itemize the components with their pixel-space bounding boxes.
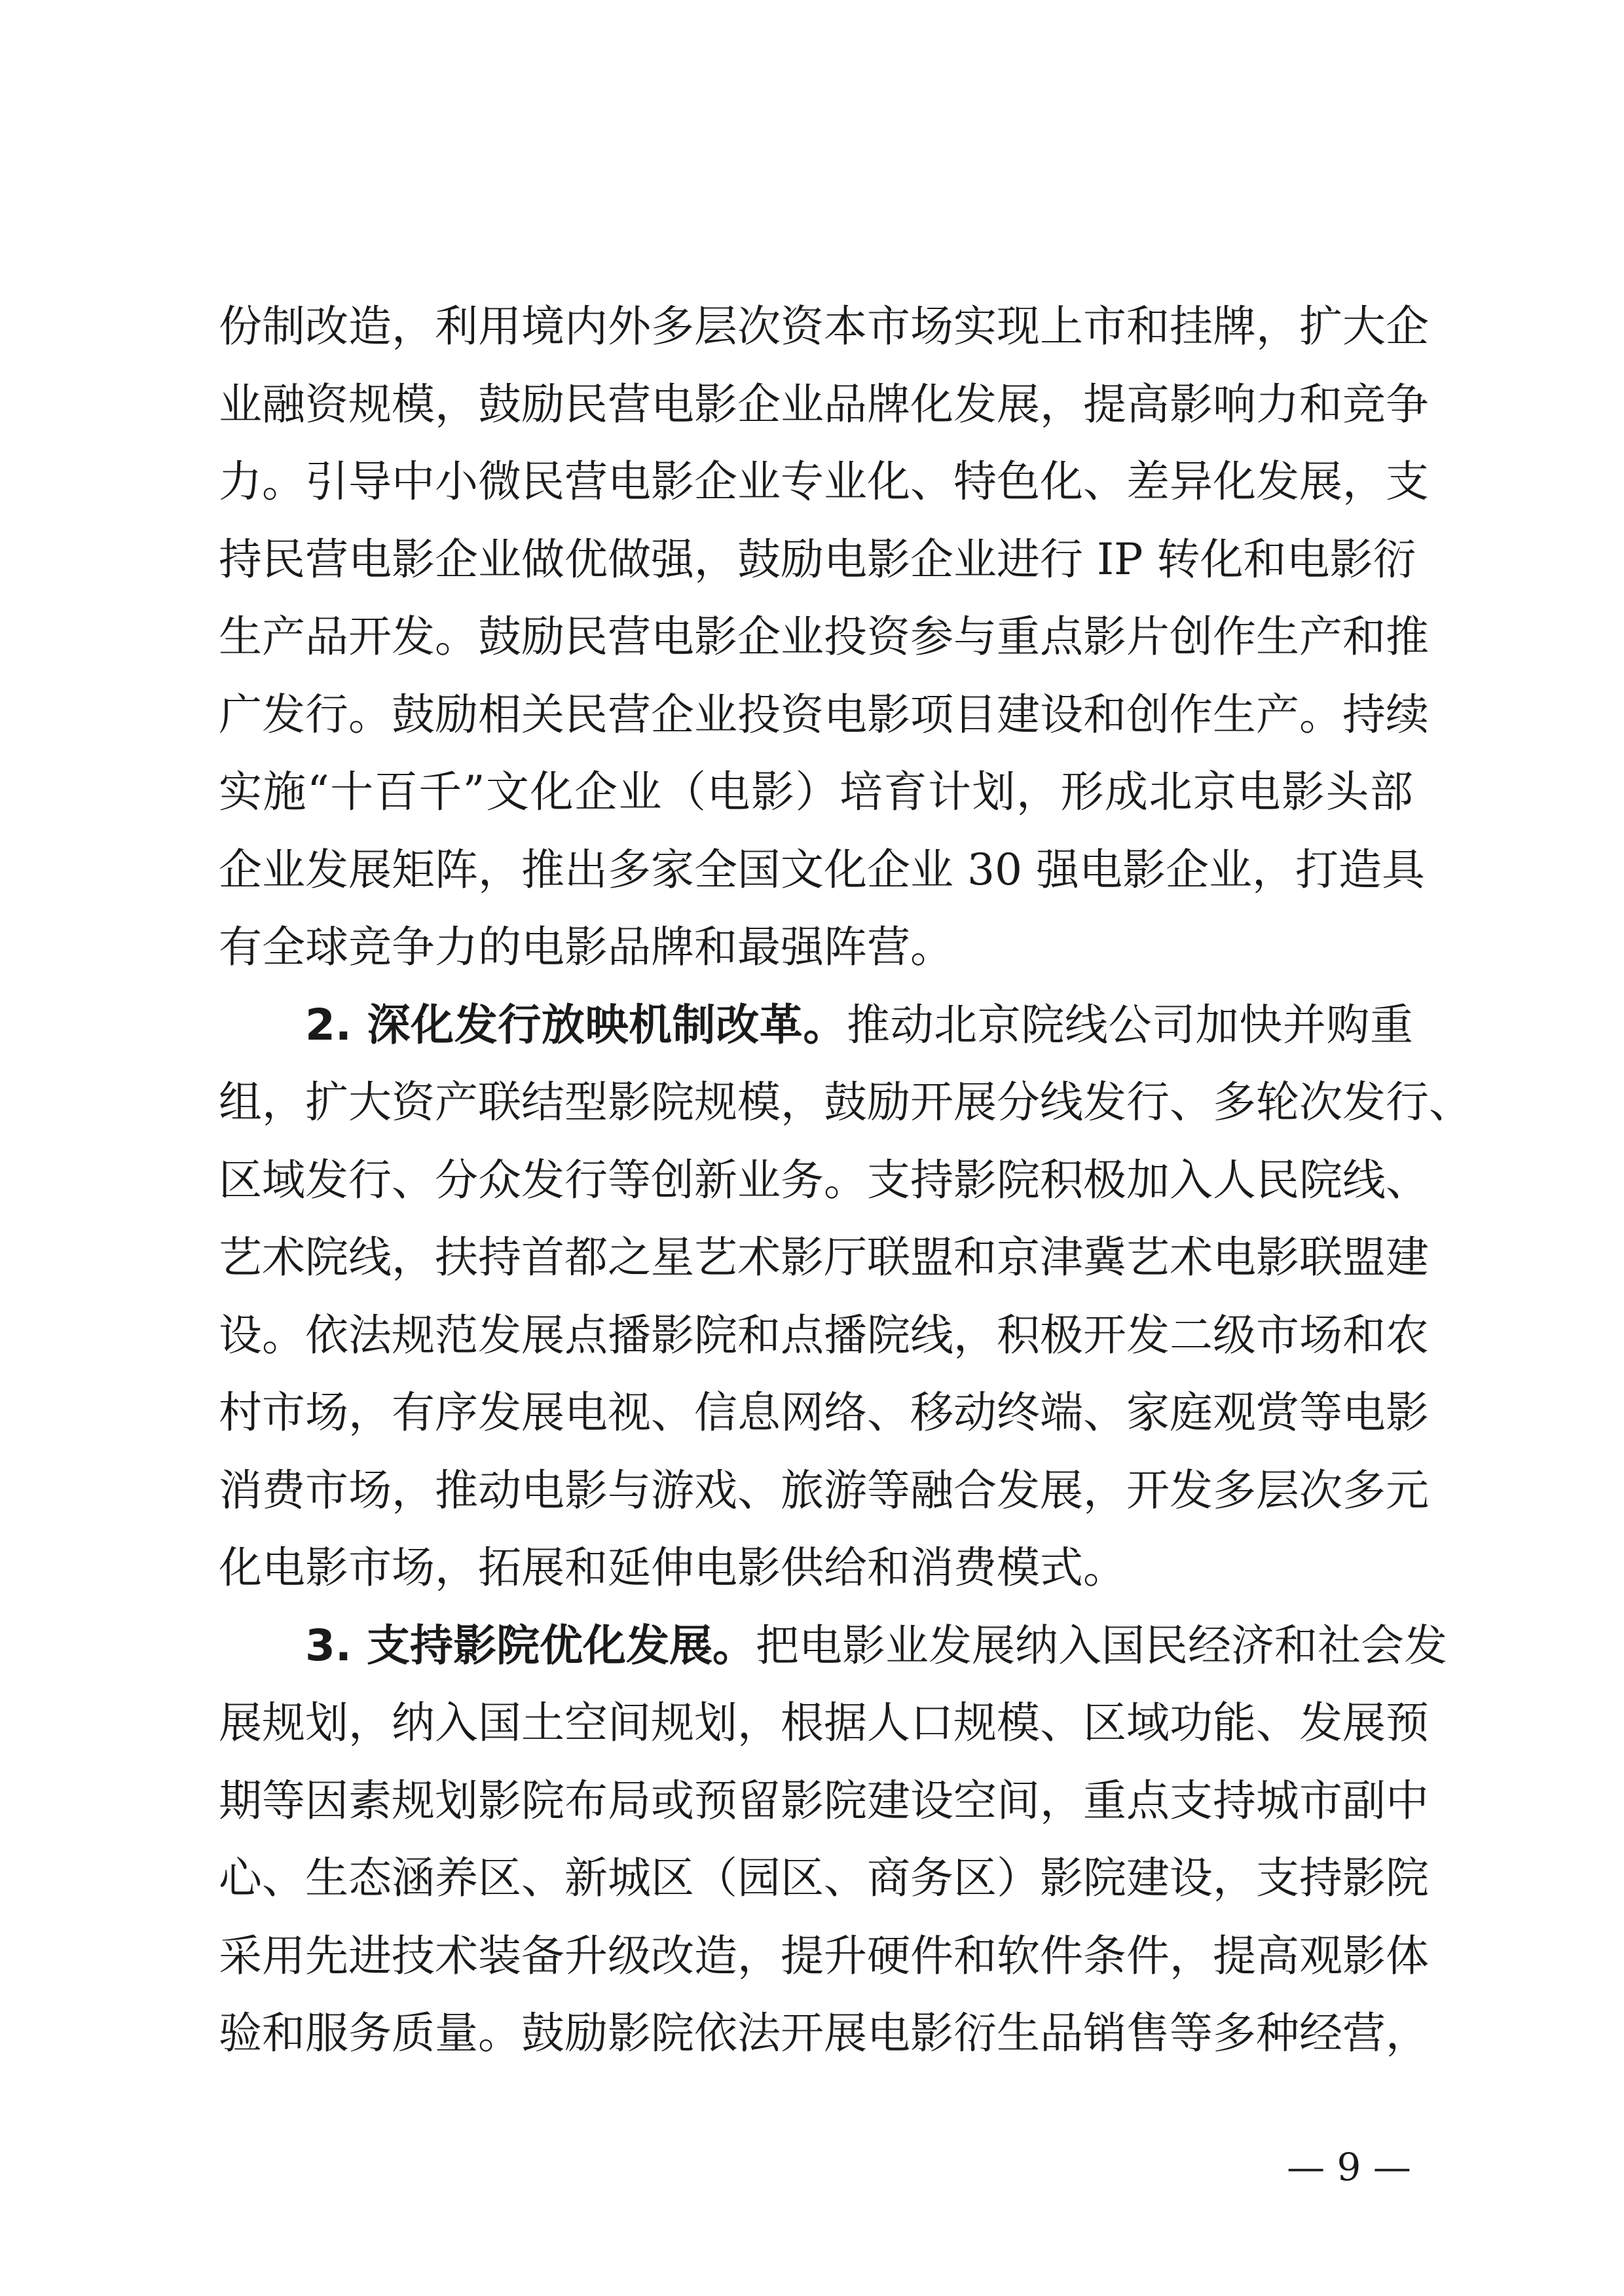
text-run: 推动北京院线公司加快并购重 [846, 999, 1413, 1050]
body-text [219, 288, 1472, 2073]
paragraph-3 [219, 1607, 1447, 2073]
text-line: 艺术院线，扶持首都之星艺术影厅联盟和京津冀艺术电影联盟建 [219, 1232, 1429, 1283]
text-line: 采用先进技术装备升级改造，提升硬件和软件条件，提高观影体 [219, 1930, 1429, 1981]
text-line: 设。依法规范发展点播影院和点播院线，积极开发二级市场和农 [219, 1309, 1429, 1360]
text-line: 业融资规模，鼓励民营电影企业品牌化发展，提高影响力和竞争 [219, 378, 1429, 429]
text-line: 化电影市场，拓展和延伸电影供给和消费模式。 [219, 1542, 1126, 1593]
text-line: 村市场，有序发展电视、信息网络、移动终端、家庭观赏等电影 [219, 1387, 1429, 1438]
text-line: 企业发展矩阵，推出多家全国文化企业 30 强电影企业，打造具 [219, 844, 1425, 895]
text-line: 区域发行、分众发行等创新业务。支持影院积极加入人民院线、 [219, 1154, 1429, 1205]
text-line: 展规划，纳入国土空间规划，根据人口规模、区域功能、发展预 [219, 1698, 1429, 1748]
text-line: 验和服务质量。鼓励影院依法开展电影衍生品销售等多种经营， [219, 2008, 1429, 2058]
paragraph-first-line [219, 987, 1413, 1065]
text-line: 有全球竞争力的电影品牌和最强阵营。 [219, 922, 953, 972]
paragraph-1 [219, 288, 1429, 987]
text-line: 实施“十百千”文化企业（电影）培育计划，形成北京电影头部 [219, 767, 1413, 817]
text-line: 持民营电影企业做优做强，鼓励电影企业进行 IP 转化和电影衍 [219, 534, 1416, 585]
text-line: 期等因素规划影院布局或预留影院建设空间，重点支持城市副中 [219, 1775, 1429, 1826]
text-line: 力。引导中小微民营电影企业专业化、特色化、差异化发展，支 [219, 456, 1429, 507]
text-line: 消费市场，推动电影与游戏、旅游等融合发展，开发多层次多元 [219, 1465, 1429, 1516]
text-line: 广发行。鼓励相关民营企业投资电影项目建设和创作生产。持续 [219, 689, 1429, 740]
text-line: 生产品开发。鼓励民营电影企业投资参与重点影片创作生产和推 [219, 611, 1429, 662]
section-heading: 3. 支持影院优化发展。 [305, 1620, 756, 1671]
text-line: 心、生态涵养区、新城区（园区、商务区）影院建设，支持影院 [219, 1853, 1429, 1903]
page-number: — 9 — [1287, 2145, 1411, 2189]
section-heading: 2. 深化发行放映机制改革。 [305, 999, 847, 1050]
paragraph-2 [219, 987, 1472, 1607]
text-line: 组，扩大资产联结型影院规模，鼓励开展分线发行、多轮次发行、 [219, 1077, 1472, 1127]
text-line: 份制改造，利用境内外多层次资本市场实现上市和挂牌，扩大企 [219, 301, 1429, 352]
paragraph-first-line [219, 1607, 1447, 1685]
text-run: 把电影业发展纳入国民经济和社会发 [755, 1620, 1447, 1671]
